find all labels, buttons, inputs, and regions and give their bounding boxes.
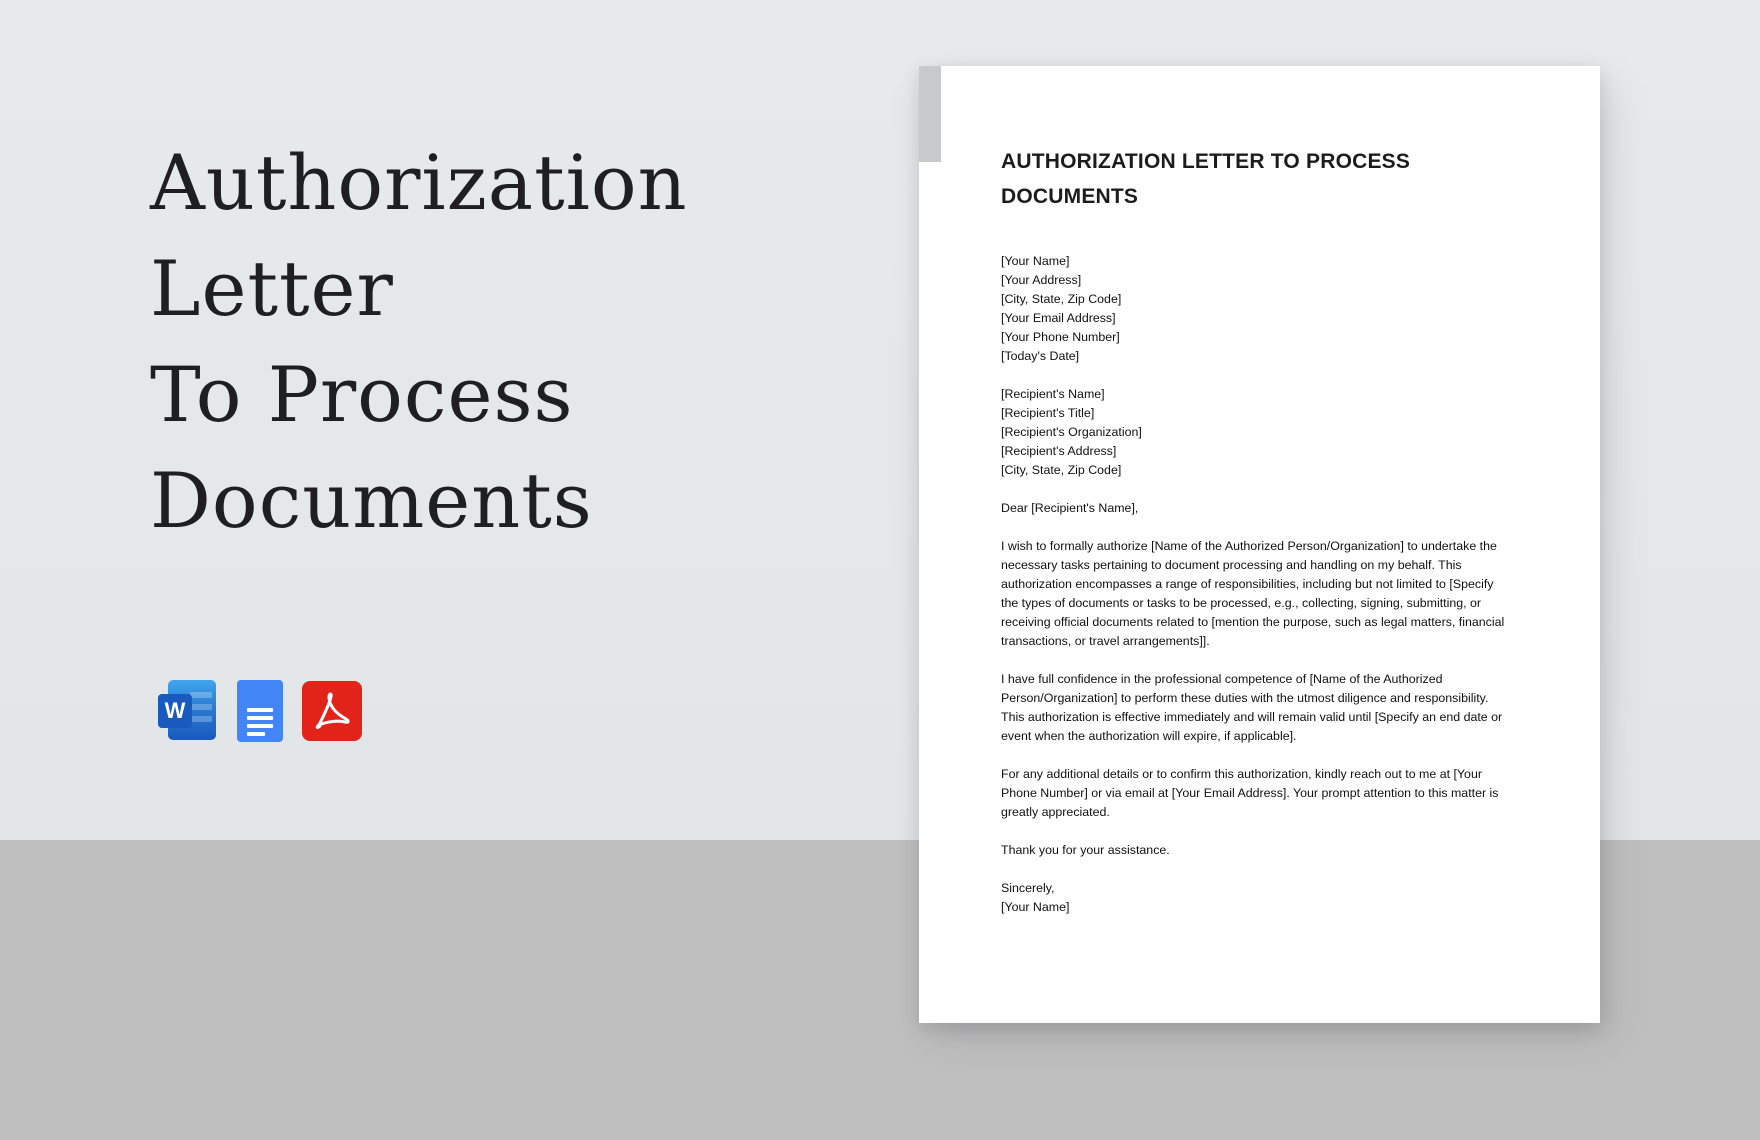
sender-line: [Today's Date] (1001, 349, 1080, 363)
paragraph-line: This authorization is effective immediately and will remain valid until [Specify an end date or (1001, 710, 1503, 724)
headline-line: Letter (150, 244, 394, 333)
paragraph-line: authorization encompasses a range of responsibilities, including but not limited to [Specify (1001, 577, 1494, 591)
paragraph-2 (1001, 670, 1521, 746)
letter-document (919, 66, 1600, 1023)
word-icon (158, 680, 218, 742)
paragraph-line: greatly appreciated. (1001, 805, 1110, 819)
headline-line: To Process (150, 350, 574, 439)
paragraph-line: necessary tasks pertaining to document processing and handling on my behalf. This (1001, 558, 1462, 572)
paragraph-line: transactions, or travel arrangements]]. (1001, 634, 1210, 648)
paragraph-3 (1001, 765, 1521, 822)
recipient-line: [Recipient's Name] (1001, 387, 1105, 401)
headline-line: Documents (150, 456, 593, 545)
sender-line: [Your Email Address] (1001, 311, 1116, 325)
word-icon-letter: W (158, 694, 192, 728)
headline-line: Authorization (150, 138, 688, 227)
sender-block (1001, 252, 1521, 366)
paragraph-line: the types of documents or tasks to be processed, e.g., collecting, signing, submitting, or (1001, 596, 1482, 610)
recipient-line: [City, State, Zip Code] (1001, 463, 1122, 477)
paragraph-line: I wish to formally authorize [Name of the Authorized Person/Organization] to undertake the (1001, 539, 1497, 553)
paragraph-line: receiving official documents related to [mention the purpose, such as legal matters, financial (1001, 615, 1505, 629)
document-title-line: AUTHORIZATION LETTER TO PROCESS (1001, 150, 1411, 173)
recipient-line: [Recipient's Title] (1001, 406, 1095, 420)
paragraph-line: Phone Number] or via email at [Your Email Address]. Your prompt attention to this matter is (1001, 786, 1499, 800)
paragraph-line: event when the authorization will expire, if applicable]. (1001, 729, 1297, 743)
document-title-line: DOCUMENTS (1001, 185, 1139, 208)
sender-line: [City, State, Zip Code] (1001, 292, 1122, 306)
recipient-block (1001, 385, 1521, 480)
sender-line: [Your Name] (1001, 254, 1070, 268)
format-icons (158, 680, 362, 742)
signature: [Your Name] (1001, 900, 1070, 914)
recipient-line: [Recipient's Address] (1001, 444, 1117, 458)
recipient-line: [Recipient's Organization] (1001, 425, 1142, 439)
paragraph-line: Person/Organization] to perform these duties with the utmost diligence and responsibility. (1001, 691, 1489, 705)
document-accent-strip (919, 66, 941, 162)
headline (150, 130, 790, 554)
paragraph-line: I have full confidence in the professional competence of [Name of the Authorized (1001, 672, 1443, 686)
document-title (1001, 144, 1521, 214)
thanks-line: Thank you for your assistance. (1001, 843, 1170, 857)
paragraph-1 (1001, 537, 1521, 651)
sender-line: [Your Address] (1001, 273, 1082, 287)
salutation: Dear [Recipient's Name], (1001, 501, 1139, 515)
pdf-icon (302, 680, 362, 742)
document-body (1001, 252, 1521, 917)
paragraph-line: For any additional details or to confirm this authorization, kindly reach out to me at [Your (1001, 767, 1482, 781)
sender-line: [Your Phone Number] (1001, 330, 1120, 344)
closing: Sincerely, (1001, 881, 1055, 895)
google-docs-icon (230, 680, 290, 742)
